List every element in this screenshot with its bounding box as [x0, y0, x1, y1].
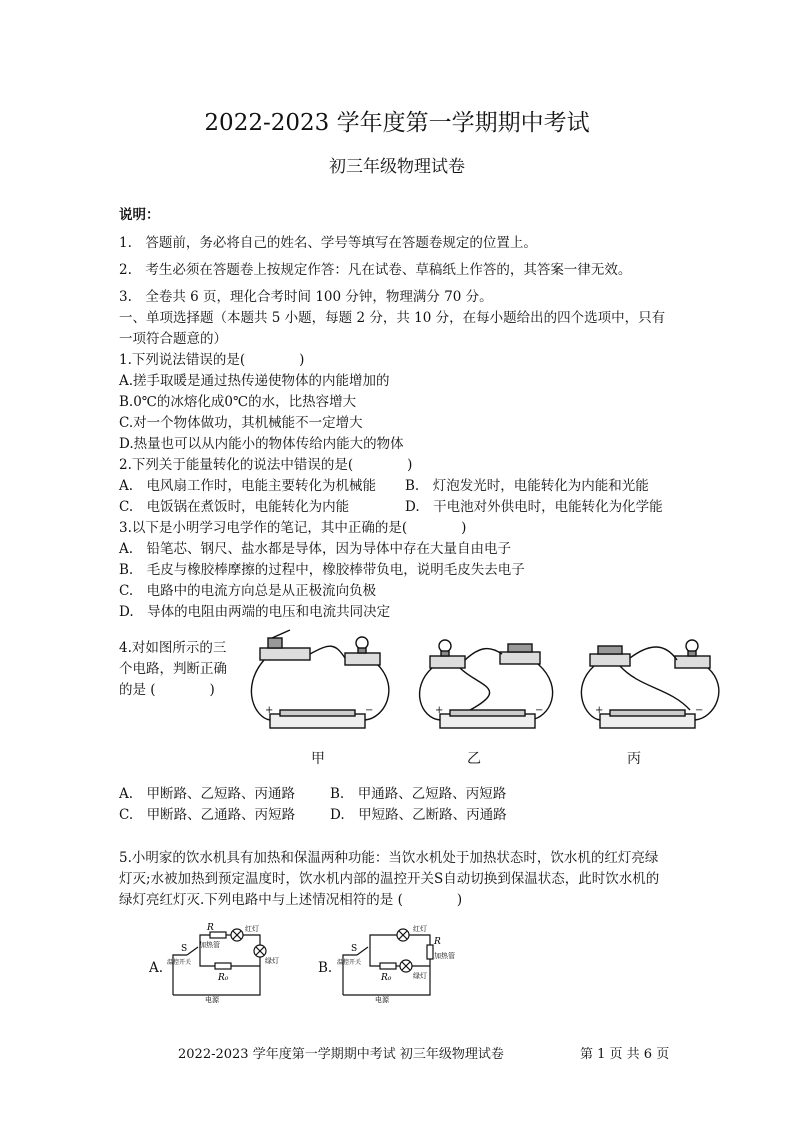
option-c: C. 电饭锅在煮饭时，电能转化为内能	[119, 499, 350, 515]
label-s: S	[181, 944, 188, 954]
option-b: B.0℃的冰熔化成0℃的水，比热容增大	[119, 394, 357, 410]
question-stem: 的是 ( )	[119, 682, 215, 698]
option-b: B. 甲通路、乙短路、丙短路	[330, 786, 507, 802]
figure-caption: 乙	[467, 751, 481, 767]
label-red: 红灯	[245, 925, 259, 933]
option-c: C.对一个物体做功，其机械能不一定增大	[119, 415, 363, 431]
svg-text:−: −	[365, 705, 374, 716]
option-d: D. 甲短路、乙断路、丙通路	[330, 807, 507, 823]
label-green: 绿灯	[413, 972, 427, 980]
option-d: D. 导体的电阻由两端的电压和电流共同决定	[119, 604, 391, 620]
page-subtitle: 初三年级物理试卷	[329, 157, 465, 177]
circuit-jia	[251, 630, 388, 728]
label-power: 电源	[205, 996, 219, 1004]
question-stem: 灯灭;水被加热到预定温度时，饮水机内部的温控开关S自动切换到保温状态，此时饮水机的	[119, 871, 660, 887]
question-stem: 4.对如图所示的三	[119, 640, 227, 656]
question-stem: 1.下列说法错误的是( )	[119, 352, 305, 368]
note-item: 2. 考生必须在答题卷上按规定作答：凡在试卷、草稿纸上作答的，其答案一律无效。	[119, 262, 632, 278]
option-b: B. 毛皮与橡胶棒摩擦的过程中，橡胶棒带负电，说明毛皮失去电子	[119, 562, 525, 578]
svg-text:+: +	[435, 705, 444, 716]
label-switch: 温控开关	[337, 959, 362, 966]
page-number: 第 1 页 共 6 页	[580, 1047, 670, 1062]
svg-text:+: +	[265, 705, 274, 716]
section-heading-cont: 一项符合题意的）	[119, 331, 227, 347]
question-stem: 个电路，判断正确	[119, 661, 227, 677]
note-item: 1. 答题前，务必将自己的姓名、学号等填写在答题卷规定的位置上。	[119, 235, 537, 251]
option-b-label: B.	[318, 960, 333, 976]
option-d: D.热量也可以从内能小的物体传给内能大的物体	[119, 436, 404, 452]
question-stem: 绿灯亮红灯灭.下列电路中与上述情况相符的是 ( )	[119, 892, 463, 908]
option-b: B. 灯泡发光时，电能转化为内能和光能	[405, 478, 649, 494]
section-heading: 一、单项选择题（本题共 5 小题，每题 2 分，共 10 分，在每小题给出的四个选项中，只有	[119, 310, 666, 326]
question-stem: 3.以下是小明学习电学作的笔记，其中正确的是( )	[119, 520, 467, 536]
question-stem: 2.下列关于能量转化的说法中错误的是( )	[119, 457, 413, 473]
label-power: 电源	[375, 996, 389, 1004]
option-a: A. 铅笔芯、钢尺、盐水都是导体，因为导体中存在大量自由电子	[119, 541, 512, 557]
option-a: A. 甲断路、乙短路、丙通路	[119, 786, 296, 802]
circuit-b	[335, 920, 465, 1005]
circuit-yi	[420, 640, 553, 728]
label-heater: 加热管	[434, 952, 455, 960]
label-r: R	[207, 923, 214, 933]
label-switch: 温控开关	[167, 959, 192, 966]
label-r0: R₀	[218, 973, 229, 983]
footer-title: 2022-2023 学年度第一学期期中考试 初三年级物理试卷	[178, 1047, 504, 1062]
svg-text:+: +	[595, 705, 604, 716]
note-item: 3. 全卷共 6 页，理化合考时间 100 分钟，物理满分 70 分。	[119, 289, 493, 305]
option-c: C. 甲断路、乙通路、丙短路	[119, 807, 296, 823]
label-r0: R₀	[381, 973, 392, 983]
label-r: R	[434, 937, 441, 947]
label-red: 红灯	[413, 925, 427, 933]
option-a-label: A.	[149, 960, 164, 976]
svg-text:−: −	[695, 705, 704, 716]
svg-text:−: −	[535, 705, 544, 716]
circuit-a	[165, 920, 295, 1005]
option-a: A.搓手取暖是通过热传递使物体的内能增加的	[119, 373, 390, 389]
option-c: C. 电路中的电流方向总是从正极流向负极	[119, 583, 377, 599]
label-heater: 加热管	[199, 941, 220, 949]
label-s: S	[351, 944, 358, 954]
notes-heading: 说明：	[119, 207, 160, 223]
option-d: D. 干电池对外供电时，电能转化为化学能	[405, 499, 663, 515]
circuit-figures	[250, 628, 720, 753]
figure-caption: 丙	[627, 751, 641, 767]
option-a: A. 电风扇工作时，电能主要转化为机械能	[119, 478, 377, 494]
label-green: 绿灯	[265, 957, 279, 965]
figure-caption: 甲	[311, 751, 325, 767]
page-title: 2022-2023 学年度第一学期期中考试	[204, 110, 590, 136]
question-stem: 5.小明家的饮水机具有加热和保温两种功能：当饮水机处于加热状态时，饮水机的红灯亮绿	[119, 850, 659, 866]
circuit-bing	[581, 640, 718, 728]
